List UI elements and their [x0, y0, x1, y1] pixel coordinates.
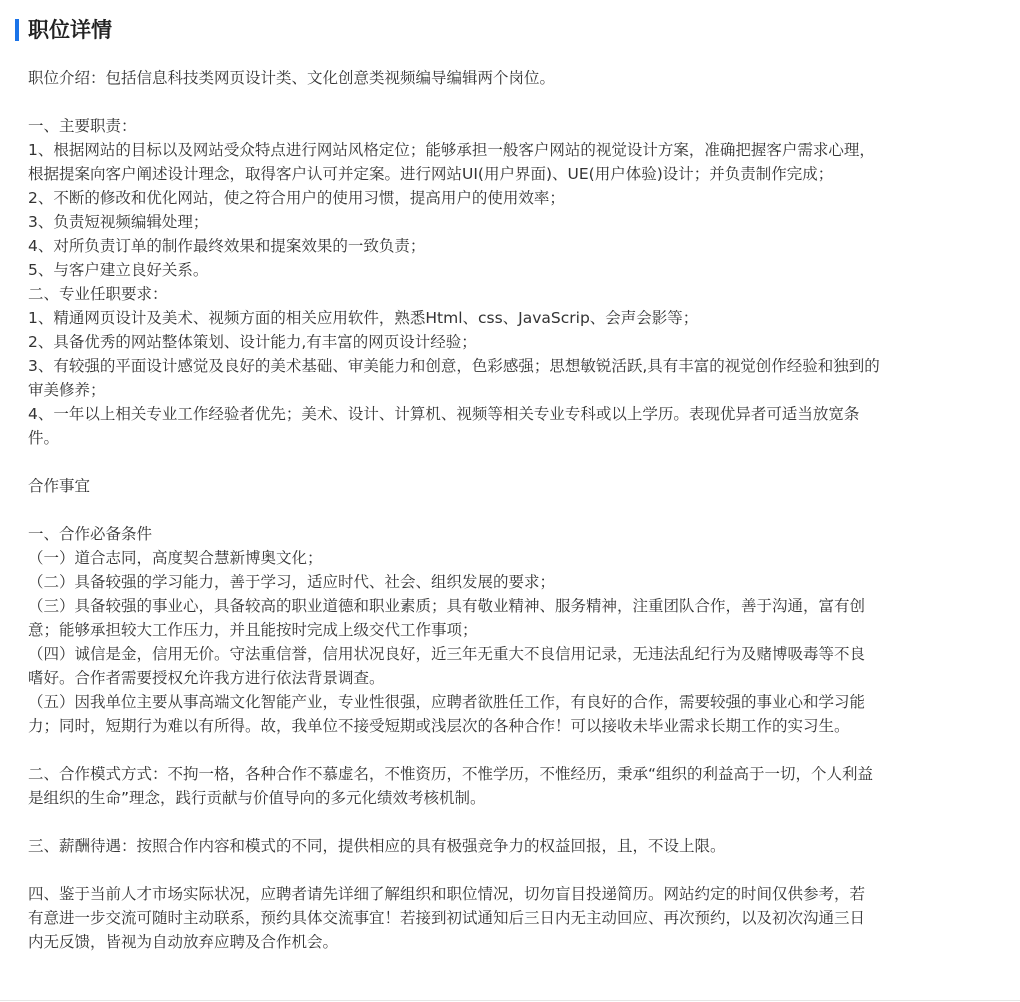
text-line: （四）诚信是金，信用无价。守法重信誉，信用状况良好，近三年无重大不良信用记录，无违法乱纪行为及赌博吸毒等不良 — [28, 645, 866, 663]
blank-line — [28, 498, 993, 522]
text-line: 合作事宜 — [28, 477, 91, 495]
section-header — [15, 18, 112, 42]
blank-line — [28, 858, 993, 882]
text-line: 2、具备优秀的网站整体策划、设计能力,有丰富的网页设计经验； — [28, 333, 477, 351]
text-line: 一、主要职责： — [28, 117, 137, 135]
bottom-divider — [0, 1000, 1020, 1001]
text-line: 1、精通网页设计及美术、视频方面的相关应用软件，熟悉Html、css、JavaScrip、会声会影等； — [28, 309, 699, 327]
blank-line — [28, 738, 993, 762]
text-line: 3、有较强的平面设计感觉及良好的美术基础、审美能力和创意，色彩感强；思想敏锐活跃,具有丰富的视觉创作经验和独到的 — [28, 357, 880, 375]
text-line: 嗜好。合作者需要授权允许我方进行依法背景调查。 — [28, 669, 385, 687]
blank-line — [28, 810, 993, 834]
blank-line — [28, 90, 993, 114]
page-title: 职位详情 — [28, 18, 112, 42]
text-line: 二、专业任职要求： — [28, 285, 168, 303]
text-line: 4、对所负责订单的制作最终效果和提案效果的一致负责； — [28, 237, 426, 255]
blank-line — [28, 450, 993, 474]
text-line: 二、合作模式方式：不拘一格，各种合作不慕虚名，不惟资历，不惟学历，不惟经历，秉承“组织的利益高于一切，个人利益 — [28, 765, 874, 783]
header-accent-bar — [15, 19, 19, 41]
text-line: 内无反馈，皆视为自动放弃应聘及合作机会。 — [28, 933, 339, 951]
text-line: 件。 — [28, 429, 60, 447]
job-description — [28, 66, 993, 954]
text-line: （三）具备较强的事业心，具备较高的职业道德和职业素质；具有敬业精神、服务精神，注重团队合作，善于沟通，富有创 — [28, 597, 866, 615]
text-line: 力；同时，短期行为难以有所得。故，我单位不接受短期或浅层次的各种合作！可以接收未毕业需求长期工作的实习生。 — [28, 717, 850, 735]
text-line: 有意进一步交流可随时主动联系，预约具体交流事宜！若接到初试通知后三日内无主动回应、再次预约，以及初次沟通三日 — [28, 909, 866, 927]
text-line: 4、一年以上相关专业工作经验者优先；美术、设计、计算机、视频等相关专业专科或以上学历。表现优异者可适当放宽条 — [28, 405, 860, 423]
text-line: 3、负责短视频编辑处理； — [28, 213, 209, 231]
text-line: （五）因我单位主要从事高端文化智能产业，专业性很强，应聘者欲胜任工作，有良好的合作，需要较强的事业心和学习能 — [28, 693, 866, 711]
text-line: 职位介绍：包括信息科技类网页设计类、文化创意类视频编导编辑两个岗位。 — [28, 69, 556, 87]
text-line: （二）具备较强的学习能力，善于学习，适应时代、社会、组织发展的要求； — [28, 573, 556, 591]
text-line: 根据提案向客户阐述设计理念，取得客户认可并定案。进行网站UI(用户界面)、UE(用户体验)设计；并负责制作完成； — [28, 165, 834, 183]
text-line: 5、与客户建立良好关系。 — [28, 261, 209, 279]
text-line: （一）道合志同，高度契合慧新博奥文化； — [28, 549, 323, 567]
text-line: 四、鉴于当前人才市场实际状况，应聘者请先详细了解组织和职位情况，切勿盲目投递简历。网站约定的时间仅供参考，若 — [28, 885, 866, 903]
text-line: 意；能够承担较大工作压力，并且能按时完成上级交代工作事项； — [28, 621, 478, 639]
text-line: 一、合作必备条件 — [28, 525, 153, 543]
text-line: 1、根据网站的目标以及网站受众特点进行网站风格定位；能够承担一般客户网站的视觉设计方案，准确把握客户需求心理， — [28, 141, 875, 159]
text-line: 三、薪酬待遇：按照合作内容和模式的不同，提供相应的具有极强竞争力的权益回报，且，不设上限。 — [28, 837, 726, 855]
text-line: 是组织的生命”理念，践行贡献与价值导向的多元化绩效考核机制。 — [28, 789, 486, 807]
text-line: 审美修养； — [28, 381, 106, 399]
text-line: 2、不断的修改和优化网站，使之符合用户的使用习惯，提高用户的使用效率； — [28, 189, 565, 207]
